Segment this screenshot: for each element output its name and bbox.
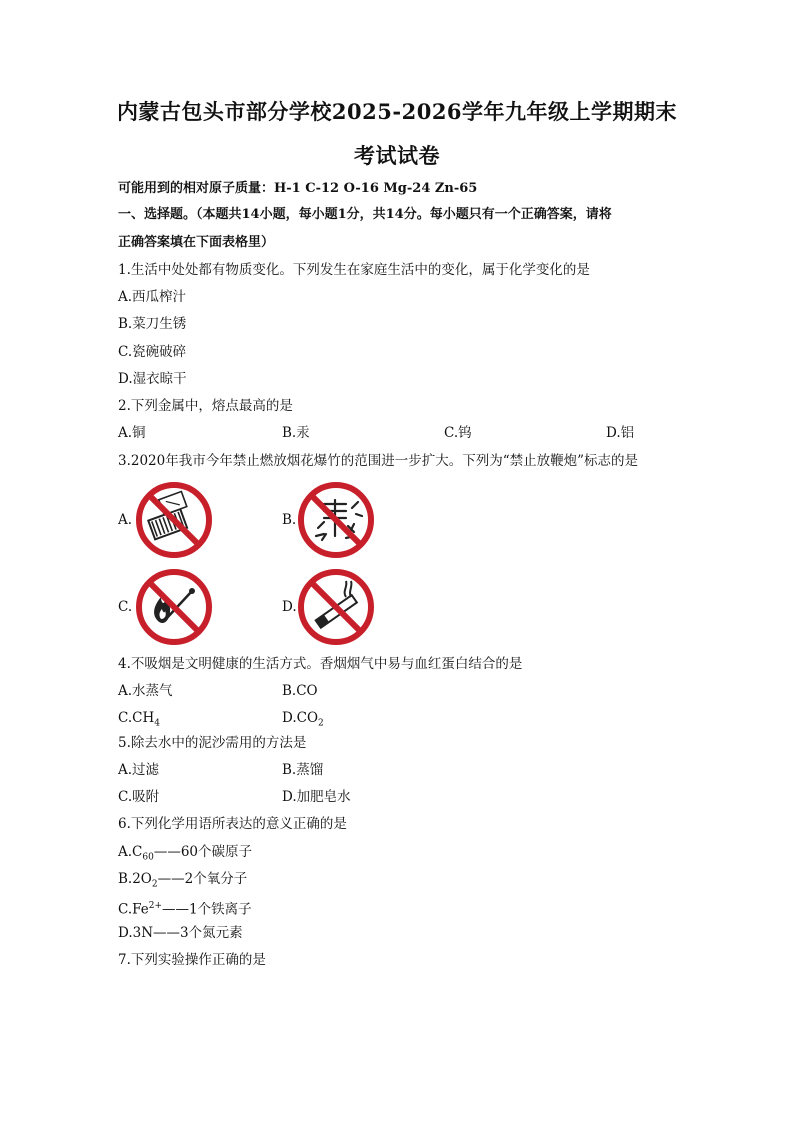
q6-option-d: D.3N——3个氮元素 xyxy=(118,925,243,941)
q3-option-c-sign xyxy=(134,567,214,647)
q3-option-a-label: A. xyxy=(118,512,133,528)
q5-option-d: D.加肥皂水 xyxy=(282,789,351,805)
q3-option-b-sign xyxy=(296,480,376,560)
q2-option-c: C.钨 xyxy=(444,425,472,441)
no-firecrackers-sign-icon xyxy=(296,480,376,560)
q6-stem: 6.下列化学用语所表达的意义正确的是 xyxy=(118,816,347,832)
q4-option-b: B.CO xyxy=(282,683,318,699)
q4-option-d: $D.CO_2$ xyxy=(282,710,324,729)
q3-stem: 3.2020年我市今年禁止燃放烟花爆竹的范围进一步扩大。下列为“禁止放鞭炮”标志的是 xyxy=(118,453,639,469)
q6-option-a: $A.C_{60}——60$个碳原子 xyxy=(118,844,253,863)
q6-option-c: $C.Fe^{2+}——1$个铁离子 xyxy=(118,901,252,918)
exam-title-line1: 内蒙古包头市部分学校2025-2026学年九年级上学期期末 xyxy=(116,99,678,124)
q1-option-b: B.菜刀生锈 xyxy=(118,316,187,332)
atomic-mass-info: 可能用到的相对原子质量：H-1 C-12 O-16 Mg-24 Zn-65 xyxy=(118,181,478,196)
section1-heading-line2: 正确答案填在下面表格里） xyxy=(118,235,275,250)
q5-stem: 5.除去水中的泥沙需用的方法是 xyxy=(118,735,307,751)
q6-option-b: $B.2O_2——2$个氧分子 xyxy=(118,871,248,890)
exam-title-line2: 考试试卷 xyxy=(354,143,440,168)
q2-stem: 2.下列金属中，熔点最高的是 xyxy=(118,398,293,414)
q2-option-d: D.铝 xyxy=(606,425,635,441)
section1-heading-line1: 一、选择题。（本题共14小题，每小题1分，共14分。每小题只有一个正确答案，请将 xyxy=(118,207,612,222)
no-smoking-sign-icon xyxy=(296,567,376,647)
q3-option-a-sign xyxy=(134,480,214,560)
q3-option-b-label: B. xyxy=(282,512,297,528)
q4-option-c: $C.CH_4$ xyxy=(118,710,160,729)
q1-option-a: A.西瓜榨汁 xyxy=(118,289,187,305)
q5-option-b: B.蒸馏 xyxy=(282,762,324,778)
q3-option-d-sign xyxy=(296,567,376,647)
no-matches-sign-icon xyxy=(134,480,214,560)
q3-option-c-label: C. xyxy=(118,599,133,615)
q1-stem: 1.生活中处处都有物质变化。下列发生在家庭生活中的变化，属于化学变化的是 xyxy=(118,262,590,278)
no-open-flame-sign-icon xyxy=(134,567,214,647)
q3-option-d-label: D. xyxy=(282,599,297,615)
q2-option-a: A.铜 xyxy=(118,425,146,441)
q5-option-a: A.过滤 xyxy=(118,762,160,778)
q4-option-a: A.水蒸气 xyxy=(118,683,173,699)
q2-option-b: B.汞 xyxy=(282,425,310,441)
q1-option-d: D.湿衣晾干 xyxy=(118,371,187,387)
q1-option-c: C.瓷碗破碎 xyxy=(118,344,187,360)
q5-option-c: C.吸附 xyxy=(118,789,160,805)
q7-stem: 7.下列实验操作正确的是 xyxy=(118,952,266,968)
q4-stem: 4.不吸烟是文明健康的生活方式。香烟烟气中易与血红蛋白结合的是 xyxy=(118,656,523,672)
